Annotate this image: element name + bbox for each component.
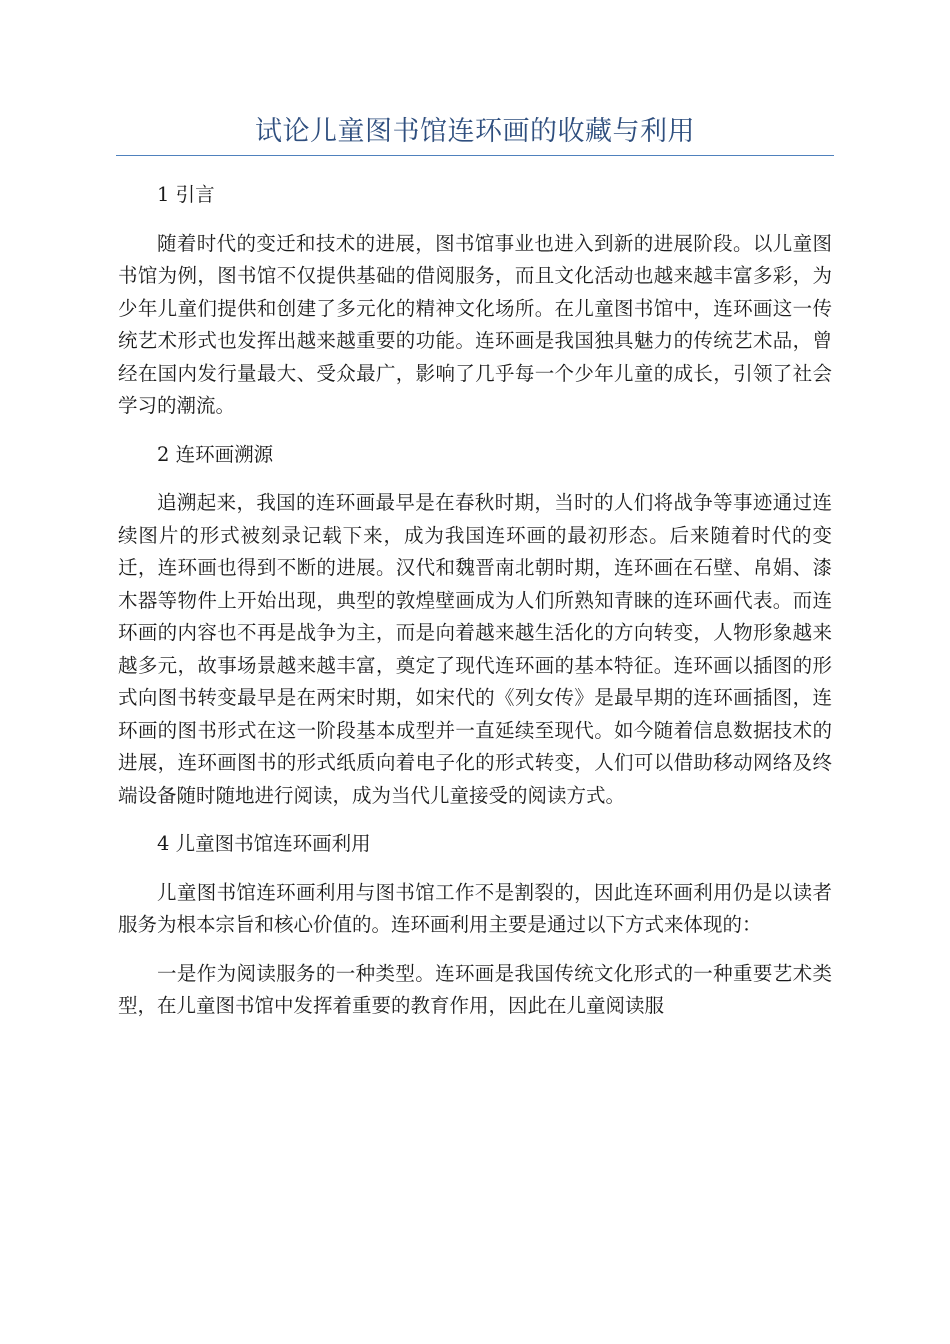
paragraph-utilization-intro: 儿童图书馆连环画利用与图书馆工作不是割裂的，因此连环画利用仍是以读者服务为根本宗旨和核心价值的。连环画利用主要是通过以下方式来体现的： xyxy=(118,880,832,936)
title-underline xyxy=(116,155,834,156)
section-heading-origin: 2 连环画溯源 xyxy=(157,442,274,466)
section-heading-utilization: 4 儿童图书馆连环画利用 xyxy=(157,832,371,855)
paragraph-introduction: 随着时代的变迁和技术的进展，图书馆事业也进入到新的进展阶段。以儿童图书馆为例，图书馆不仅提供基础的借阅服务，而且文化活动也越来越丰富多彩，为少年儿童们提供和创建了多元化的精神文化场所。在儿童图书馆中，连环画这一传统艺术形式也发挥出越来越重要的功能。连环画是我国独具魅力的传统艺术品，曾经在国内发行量最大、受众最广，影响了几乎每一个少年儿童的成长，引领了社会学习的潮流。 xyxy=(118,231,832,417)
document-body xyxy=(118,179,832,1039)
paragraph-origin: 追溯起来，我国的连环画最早是在春秋时期，当时的人们将战争等事迹通过连续图片的形式被刻录记载下来，成为我国连环画的最初形态。后来随着时代的变迁，连环画也得到不断的进展。汉代和魏晋南北朝时期，连环画在石壁、帛娟、漆木器等物件上开始出现，典型的敦煌壁画成为人们所熟知青睐的连环画代表。而连环画的内容也不再是战争为主，而是向着越来越生活化的方向转变，人物形象越来越多元，故事场景越来越丰富，奠定了现代连环画的基本特征。连环画以插图的形式向图书转变最早是在两宋时期，如宋代的《列女传》是最早期的连环画插图，连环画的图书形式在这一阶段基本成型并一直延续至现代。如今随着信息数据技术的进展，连环画图书的形式纸质向着电子化的形式转变，人们可以借助移动网络及终端设备随时随地进行阅读，成为当代儿童接受的阅读方式。 xyxy=(118,491,832,807)
section-heading-introduction: 1 引言 xyxy=(157,183,215,206)
document-title: 试论儿童图书馆连环画的收藏与利用 xyxy=(255,116,695,147)
paragraph-utilization-first: 一是作为阅读服务的一种类型。连环画是我国传统文化形式的一种重要艺术类型，在儿童图书馆中发挥着重要的教育作用，因此在儿童阅读服 xyxy=(118,961,832,1017)
